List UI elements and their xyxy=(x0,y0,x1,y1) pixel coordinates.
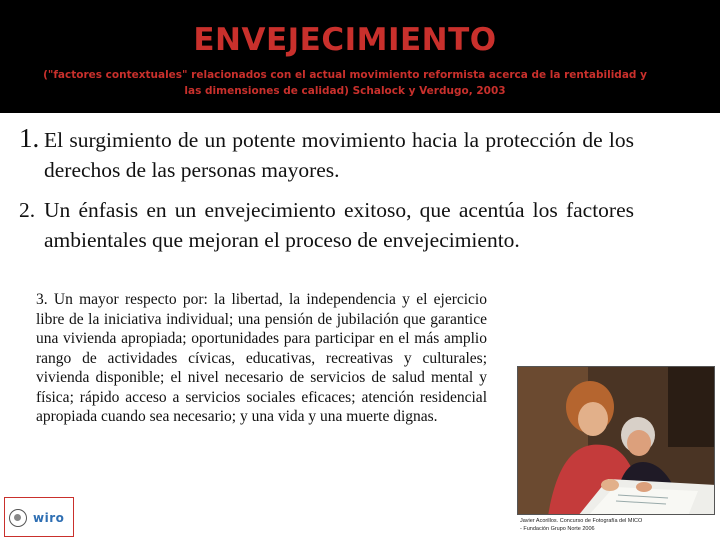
list-item-text: Un énfasis en un envejecimiento exitoso, que acentúa los factores ambientales que mejoran el proceso de envejecimiento. xyxy=(44,198,634,252)
photo-caption xyxy=(520,518,720,533)
list-item-2 xyxy=(19,195,634,255)
photo-caption-line-2: - Fundación Grupo Norte 2006 xyxy=(520,525,595,532)
page-subtitle: ("factores contextuales" relacionados con el actual movimiento reformista acerca de la rentabilidad y las dimensiones de calidad) Schalock y Verdugo, 2003 xyxy=(43,69,647,97)
list-item-number: 2. xyxy=(19,198,36,222)
photo-illustration xyxy=(518,367,715,515)
list-item-number: 1. xyxy=(19,123,40,153)
list-item-3: 3. Un mayor respecto por: la libertad, la independencia y el ejercicio libre de la iniciativa individual; una pensión de jubilación que garantice una vivienda apropiada; oportunidades para participar en el más amplio rango de actividades cívicas, educativas, recreativas y culturales; vivienda disponible; el nivel necesario de servicios de salud mental y física; rápido acceso a servicios sociales eficaces; atención residencial apropiada cuando sea necesario; y una vida y una muerte dignas. xyxy=(36,291,487,425)
list-item-text: El surgimiento de un potente movimiento hacia la protección de los derechos de las personas mayores. xyxy=(44,128,634,182)
page-title: ENVEJECIMIENTO xyxy=(193,22,497,58)
header-banner xyxy=(0,0,720,113)
list-item-1 xyxy=(19,123,634,185)
photo-caption-line-1: Javier Acorillos. Concurso de Fotografía del MICO xyxy=(520,518,643,524)
logo-text: wiro xyxy=(33,511,65,525)
seal-icon xyxy=(9,509,27,527)
institution-logo xyxy=(4,497,74,537)
elderly-women-photo xyxy=(517,366,715,515)
